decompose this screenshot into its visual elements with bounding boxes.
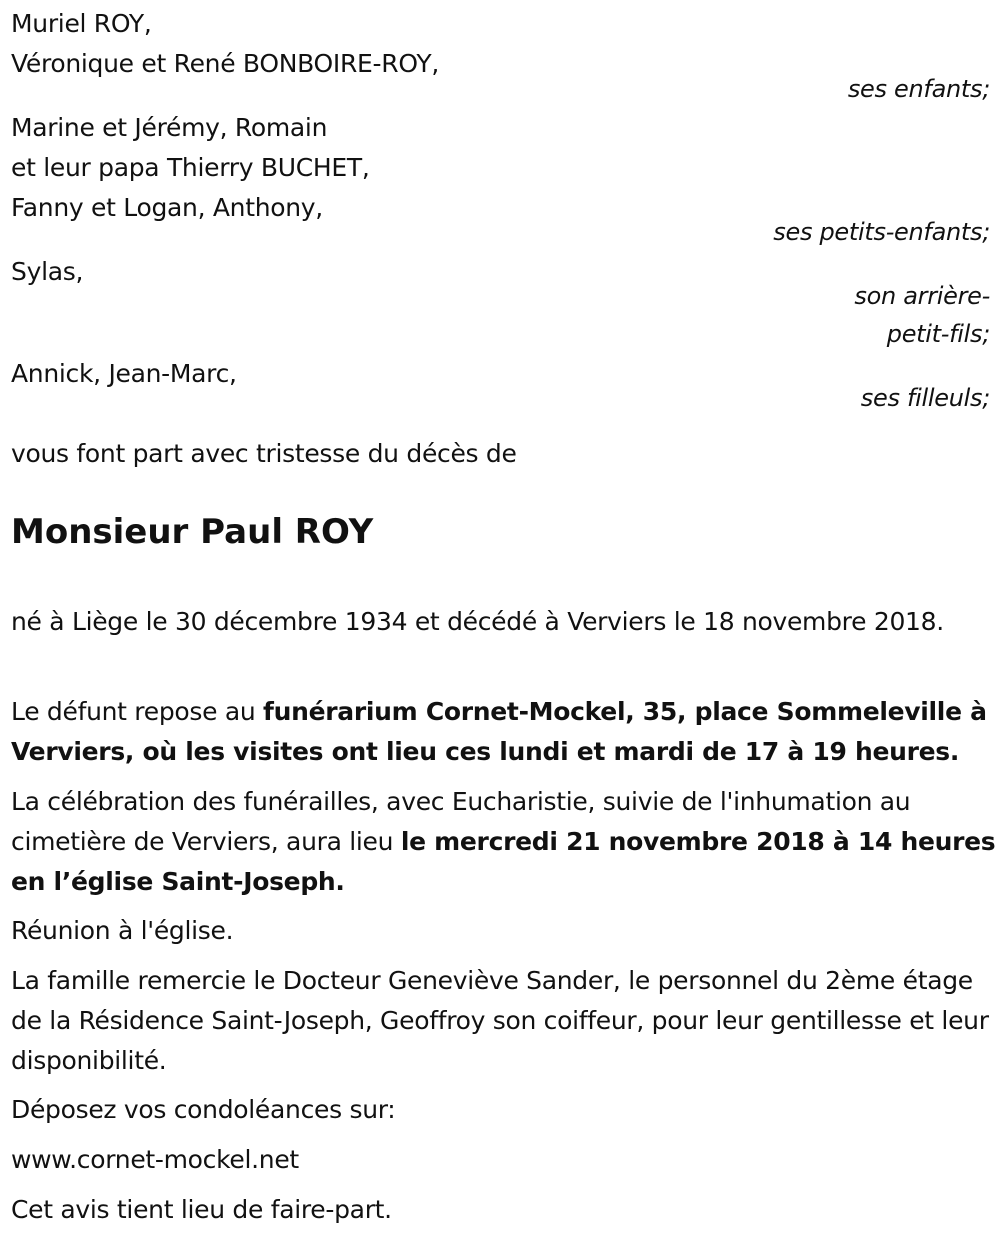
- family-role: ses petits-enfants;: [773, 218, 990, 246]
- funeral-paragraph: [11, 782, 996, 902]
- family-role: ses enfants;: [847, 75, 990, 103]
- family-role: ses filleuls;: [860, 384, 990, 412]
- family-line: Fanny et Logan, Anthony,: [11, 193, 323, 222]
- announcement-text: vous font part avec tristesse du décès de: [11, 439, 517, 468]
- website-link[interactable]: www.cornet-mockel.net: [11, 1145, 299, 1174]
- deceased-name: Monsieur Paul ROY: [11, 512, 374, 552]
- funeral-prefix: La célébration des funérailles, avec Eucharistie, suivie de l'inhumation au cimetière de Verviers, aura lieu: [11, 787, 911, 856]
- family-line: Muriel ROY,: [11, 9, 152, 38]
- condolences-label: Déposez vos condoléances sur:: [11, 1095, 396, 1124]
- rest-paragraph: [11, 692, 996, 772]
- rest-location: funérarium Cornet-Mockel, 35, place Sommeleville à Verviers, où les visites ont lieu ces lundi et mardi de 17 à 19 heures.: [11, 697, 987, 766]
- family-role: son arrière-: [854, 282, 990, 310]
- family-line: Annick, Jean-Marc,: [11, 359, 237, 388]
- closing-text: Cet avis tient lieu de faire-part.: [11, 1195, 392, 1224]
- thanks-paragraph: La famille remercie le Docteur Geneviève Sander, le personnel du 2ème étage de la Résidence Saint-Joseph, Geoffroy son coiffeur, pour leur gentillesse et leur disponibilité.: [11, 966, 989, 1075]
- rest-prefix: Le défunt repose au: [11, 697, 264, 726]
- family-role: petit-fils;: [886, 320, 990, 348]
- family-line: Véronique et René BONBOIRE-ROY,: [11, 49, 439, 78]
- funeral-date: le mercredi 21 novembre 2018 à 14 heures en l’église Saint-Joseph.: [11, 827, 996, 896]
- family-line: Marine et Jérémy, Romain: [11, 113, 328, 142]
- birth-death-paragraph: né à Liège le 30 décembre 1934 et décédé à Verviers le 18 novembre 2018.: [11, 607, 944, 636]
- family-line: Sylas,: [11, 257, 84, 286]
- family-line: et leur papa Thierry BUCHET,: [11, 153, 370, 182]
- meeting-paragraph: Réunion à l'église.: [11, 916, 234, 945]
